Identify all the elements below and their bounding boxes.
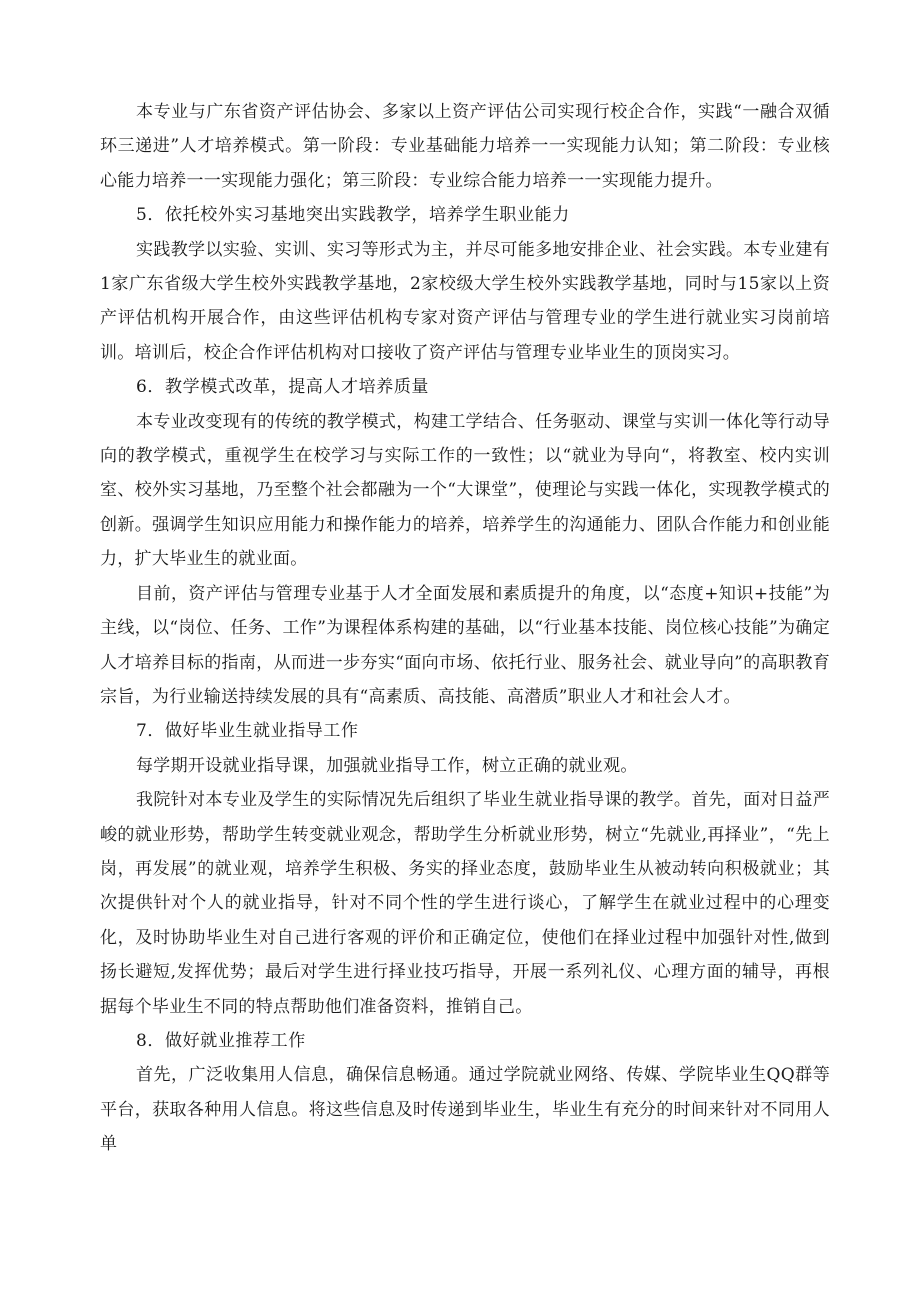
document-page [100,95,830,1162]
paragraph-6: 我院针对本专业及学生的实际情况先后组织了毕业生就业指导课的教学。首先，面对日益严峻的就业形势，帮助学生转变就业观念，帮助学生分析就业形势，树立“先就业,再择业”，“先上岗，再发展”的就业观，培养学生积极、务实的择业态度，鼓励毕业生从被动转向积极就业；其次提供针对个人的就业指导，针对不同个性的学生进行谈心，了解学生在就业过程中的心理变化，及时协助毕业生对自己进行客观的评价和正确定位，使他们在择业过程中加强针对性,做到扬长避短,发挥优势；最后对学生进行择业技巧指导，开展一系列礼仪、心理方面的辅导，再根据每个毕业生不同的特点帮助他们准备资料，推销自己。 [100,790,830,1017]
paragraph-1: 本专业与广东省资产评估协会、多家以上资产评估公司实现行校企合作，实践“一融合双循环三递进”人才培养模式。第一阶段：专业基础能力培养一一实现能力认知；第二阶段：专业核心能力培养一一实现能力强化；第三阶段：专业综合能力培养一一实现能力提升。 [100,102,830,191]
section-heading-8: 8．做好就业推荐工作 [136,1030,306,1051]
section-heading-7: 7．做好毕业生就业指导工作 [136,721,359,742]
section-heading-5: 5．依托校外实习基地突出实践教学，培养学生职业能力 [136,205,570,226]
paragraph-4: 目前，资产评估与管理专业基于人才全面发展和素质提升的角度，以“态度+知识+技能”为主线，以“岗位、任务、工作”为课程体系构建的基础，以“行业基本技能、岗位核心技能”为确定人才培养目标的指南，从而进一步夯实“面向市场、依托行业、服务社会、就业导向”的高职教育宗旨，为行业输送持续发展的具有“高素质、高技能、高潜质”职业人才和社会人才。 [100,583,830,707]
paragraph-3: 本专业改变现有的传统的教学模式，构建工学结合、任务驱动、课堂与实训一体化等行动导向的教学模式，重视学生在校学习与实际工作的一致性；以“就业为导向“，将教室、校内实训室、校外实习基地，乃至整个社会都融为一个“大课堂”，使理论与实践一体化，实现教学模式的创新。强调学生知识应用能力和操作能力的培养，培养学生的沟通能力、团队合作能力和创业能力，扩大毕业生的就业面。 [100,411,830,570]
paragraph-2: 实践教学以实验、实训、实习等形式为主，并尽可能多地安排企业、社会实践。本专业建有1家广东省级大学生校外实践教学基地，2家校级大学生校外实践教学基地，同时与15家以上资产评估机构开展合作，由这些评估机构专家对资产评估与管理专业的学生进行就业实习岗前培训。培训后，校企合作评估机构对口接收了资产评估与管理专业毕业生的顶岗实习。 [100,239,830,363]
paragraph-5: 每学期开设就业指导课，加强就业指导工作，树立正确的就业观。 [136,755,638,776]
section-heading-6: 6．教学模式改革，提高人才培养质量 [136,377,430,398]
paragraph-7: 首先，广泛收集用人信息，确保信息畅通。通过学院就业网络、传媒、学院毕业生QQ群等平台，获取各种用人信息。将这些信息及时传递到毕业生，毕业生有充分的时间来针对不同用人单 [100,1065,830,1155]
